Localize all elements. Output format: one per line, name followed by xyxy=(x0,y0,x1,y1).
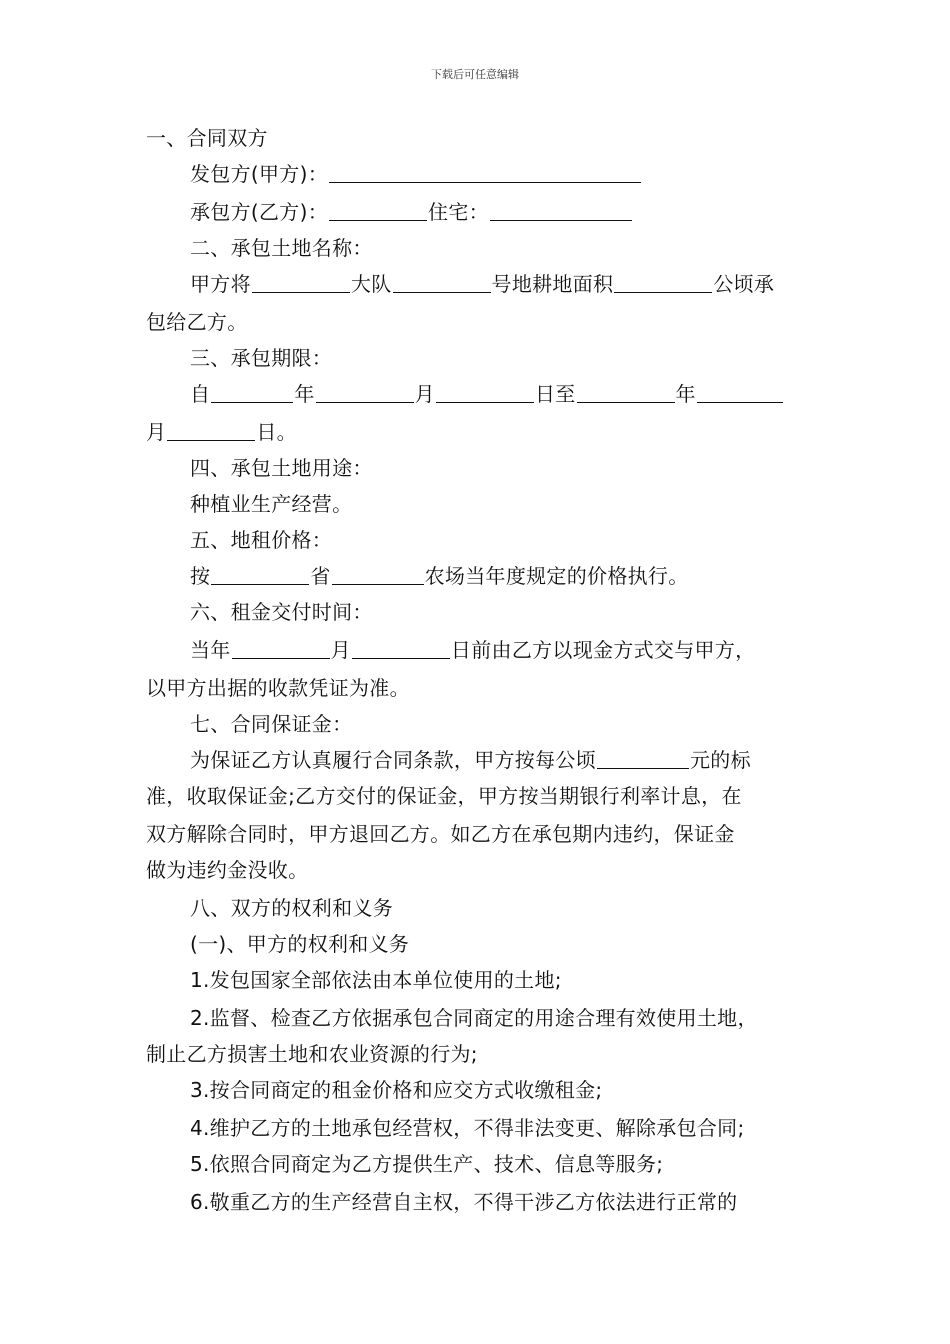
term-line-cont: 月 日。 xyxy=(146,420,297,444)
duty-item-5: 5.依照合同商定为乙方提供生产、技术、信息等服务; xyxy=(190,1152,664,1176)
section-5-heading: 五、地租价格： xyxy=(190,528,333,552)
term-blank-4 xyxy=(577,382,675,403)
term-blank-6 xyxy=(167,420,255,441)
duty-item-4: 4.维护乙方的土地承包经营权，不得非法变更、解除承包合同; xyxy=(190,1116,745,1140)
party-b-line: 承包方(乙方)： 住宅： xyxy=(190,198,633,226)
duty-item-1: 1.发包国家全部依法由本单位使用的土地; xyxy=(190,968,562,992)
residence-blank xyxy=(490,200,632,221)
duty-item-2: 2.监督、检查乙方依据承包合同商定的用途合理有效使用土地， xyxy=(190,1006,758,1030)
land-name-line-cont: 包给乙方。 xyxy=(146,310,248,334)
land-name-line: 甲方将 大队 号地耕地面积 公顷承 xyxy=(190,272,775,296)
party-a-line: 发包方(甲方)： xyxy=(190,160,642,188)
section-1-heading: 一、合同双方 xyxy=(146,126,268,150)
term-blank-1 xyxy=(211,382,293,403)
party-a-blank xyxy=(329,162,641,183)
party-b-blank xyxy=(329,200,427,221)
usage-line: 种植业生产经营。 xyxy=(190,492,353,516)
rent-blank-2 xyxy=(332,564,424,585)
section-2-heading: 二、承包土地名称： xyxy=(190,236,373,260)
deposit-blank xyxy=(597,748,689,769)
term-blank-3 xyxy=(436,382,534,403)
payment-time-line: 当年 月 日前由乙方以现金方式交与甲方， xyxy=(190,638,756,662)
section-4-heading: 四、承包土地用途： xyxy=(190,456,373,480)
rent-blank-1 xyxy=(211,564,309,585)
section-3-heading: 三、承包期限： xyxy=(190,346,333,370)
term-blank-5 xyxy=(697,382,783,403)
deposit-line-3: 双方解除合同时，甲方退回乙方。如乙方在承包期内违约，保证金 xyxy=(146,822,735,846)
payment-blank-1 xyxy=(232,638,330,659)
term-blank-2 xyxy=(316,382,414,403)
term-line: 自 年 月 日至 年 xyxy=(190,380,784,408)
party-a-duties-heading: (一)、甲方的权利和义务 xyxy=(190,932,410,956)
payment-time-line-cont: 以甲方出据的收款凭证为准。 xyxy=(146,676,410,700)
land-blank-3 xyxy=(614,272,712,293)
duty-item-3: 3.按合同商定的租金价格和应交方式收缴租金; xyxy=(190,1078,603,1102)
deposit-line-1: 为保证乙方认真履行合同条款，甲方按每公顷 元的标 xyxy=(190,748,751,772)
deposit-line-4: 做为违约金没收。 xyxy=(146,858,309,882)
duty-item-6: 6.敬重乙方的生产经营自主权，不得干涉乙方依法进行正常的 xyxy=(190,1190,738,1214)
payment-blank-2 xyxy=(352,638,450,659)
deposit-line-2: 准，收取保证金;乙方交付的保证金，甲方按当期银行利率计息，在 xyxy=(146,784,742,808)
land-blank-1 xyxy=(252,272,350,293)
duty-item-2-cont: 制止乙方损害土地和农业资源的行为; xyxy=(146,1042,478,1066)
rent-price-line: 按 省 农场当年度规定的价格执行。 xyxy=(190,564,689,588)
section-8-heading: 八、双方的权利和义务 xyxy=(190,896,393,920)
land-blank-2 xyxy=(393,272,491,293)
section-7-heading: 七、合同保证金： xyxy=(190,712,353,736)
page-header: 下载后可任意编辑 xyxy=(431,68,519,81)
section-6-heading: 六、租金交付时间： xyxy=(190,600,373,624)
